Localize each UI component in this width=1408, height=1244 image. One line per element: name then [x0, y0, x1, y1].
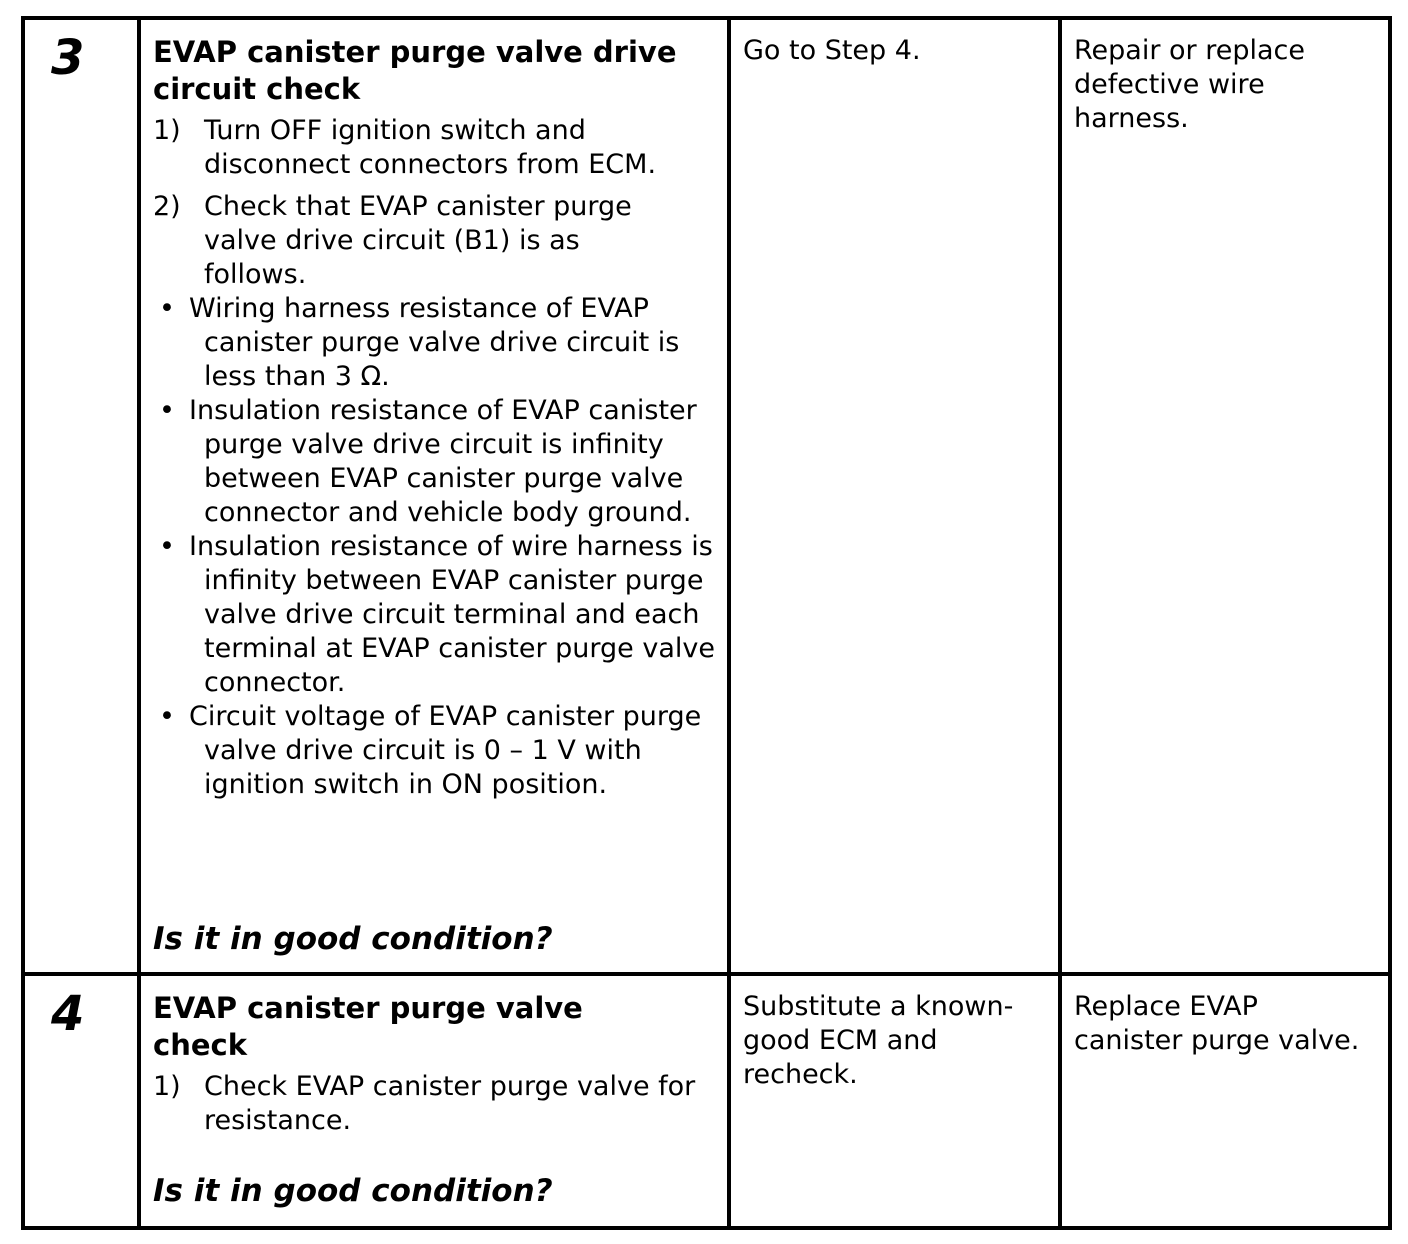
criterion-text: Circuit voltage of EVAP canister purge valve drive circuit is 0 – 1 V with ignition switch in ON position. [189, 701, 702, 800]
step-text: Turn OFF ignition switch and disconnect connectors from ECM. [204, 115, 657, 180]
procedure-list [153, 114, 721, 810]
criterion-text: Wiring harness resistance of EVAP canister purge valve drive circuit is less than 3 Ω. [189, 293, 680, 392]
bullet-icon: • [159, 531, 175, 562]
check-criterion [153, 394, 721, 530]
yes-result-text: Go to Step 4. [743, 35, 921, 66]
action-cell [141, 976, 731, 1226]
condition-question: Is it in good condition? [153, 921, 553, 957]
action-cell [141, 20, 731, 972]
condition-question: Is it in good condition? [153, 1173, 553, 1209]
procedure-list [153, 1070, 721, 1146]
criterion-text: Insulation resistance of wire harness is infinity between EVAP canister purge valve drive circuit terminal and each terminal at EVAP canister purge valve connector. [189, 531, 715, 698]
procedure-step [153, 190, 721, 802]
step-marker: 2) [153, 191, 181, 222]
action-title: EVAP canister purge valve check [153, 991, 583, 1062]
check-criterion [153, 700, 721, 802]
check-criteria-list [153, 292, 721, 802]
procedure-step [153, 114, 721, 182]
yes-result-cell [731, 20, 1062, 972]
table-row-step-4 [25, 976, 1388, 1226]
step-text: Check EVAP canister purge valve for resistance. [204, 1071, 696, 1136]
check-criterion [153, 292, 721, 394]
bullet-icon: • [159, 293, 175, 324]
check-criterion [153, 530, 721, 700]
troubleshooting-table [21, 16, 1392, 1230]
no-result-text: Replace EVAP canister purge valve. [1074, 991, 1360, 1056]
no-result-cell [1062, 976, 1388, 1226]
yes-result-text: Substitute a known-good ECM and recheck. [743, 991, 1014, 1090]
step-cell [25, 20, 141, 972]
no-result-text: Repair or replace defective wire harness. [1074, 35, 1305, 134]
criterion-text: Insulation resistance of EVAP canister purge valve drive circuit is infinity between EVAP canister purge valve connector and vehicle body ground. [189, 395, 697, 528]
table-row-step-3 [25, 20, 1388, 976]
step-number: 3 [51, 30, 85, 86]
bullet-icon: • [159, 701, 175, 732]
action-title: EVAP canister purge valve drive circuit check [153, 35, 677, 106]
step-cell [25, 976, 141, 1226]
step-marker: 1) [153, 1071, 181, 1102]
step-number: 4 [51, 986, 85, 1042]
bullet-icon: • [159, 395, 175, 426]
step-text: Check that EVAP canister purge valve drive circuit (B1) is as follows. [204, 191, 632, 290]
step-marker: 1) [153, 115, 181, 146]
procedure-step [153, 1070, 721, 1138]
yes-result-cell [731, 976, 1062, 1226]
no-result-cell [1062, 20, 1388, 972]
